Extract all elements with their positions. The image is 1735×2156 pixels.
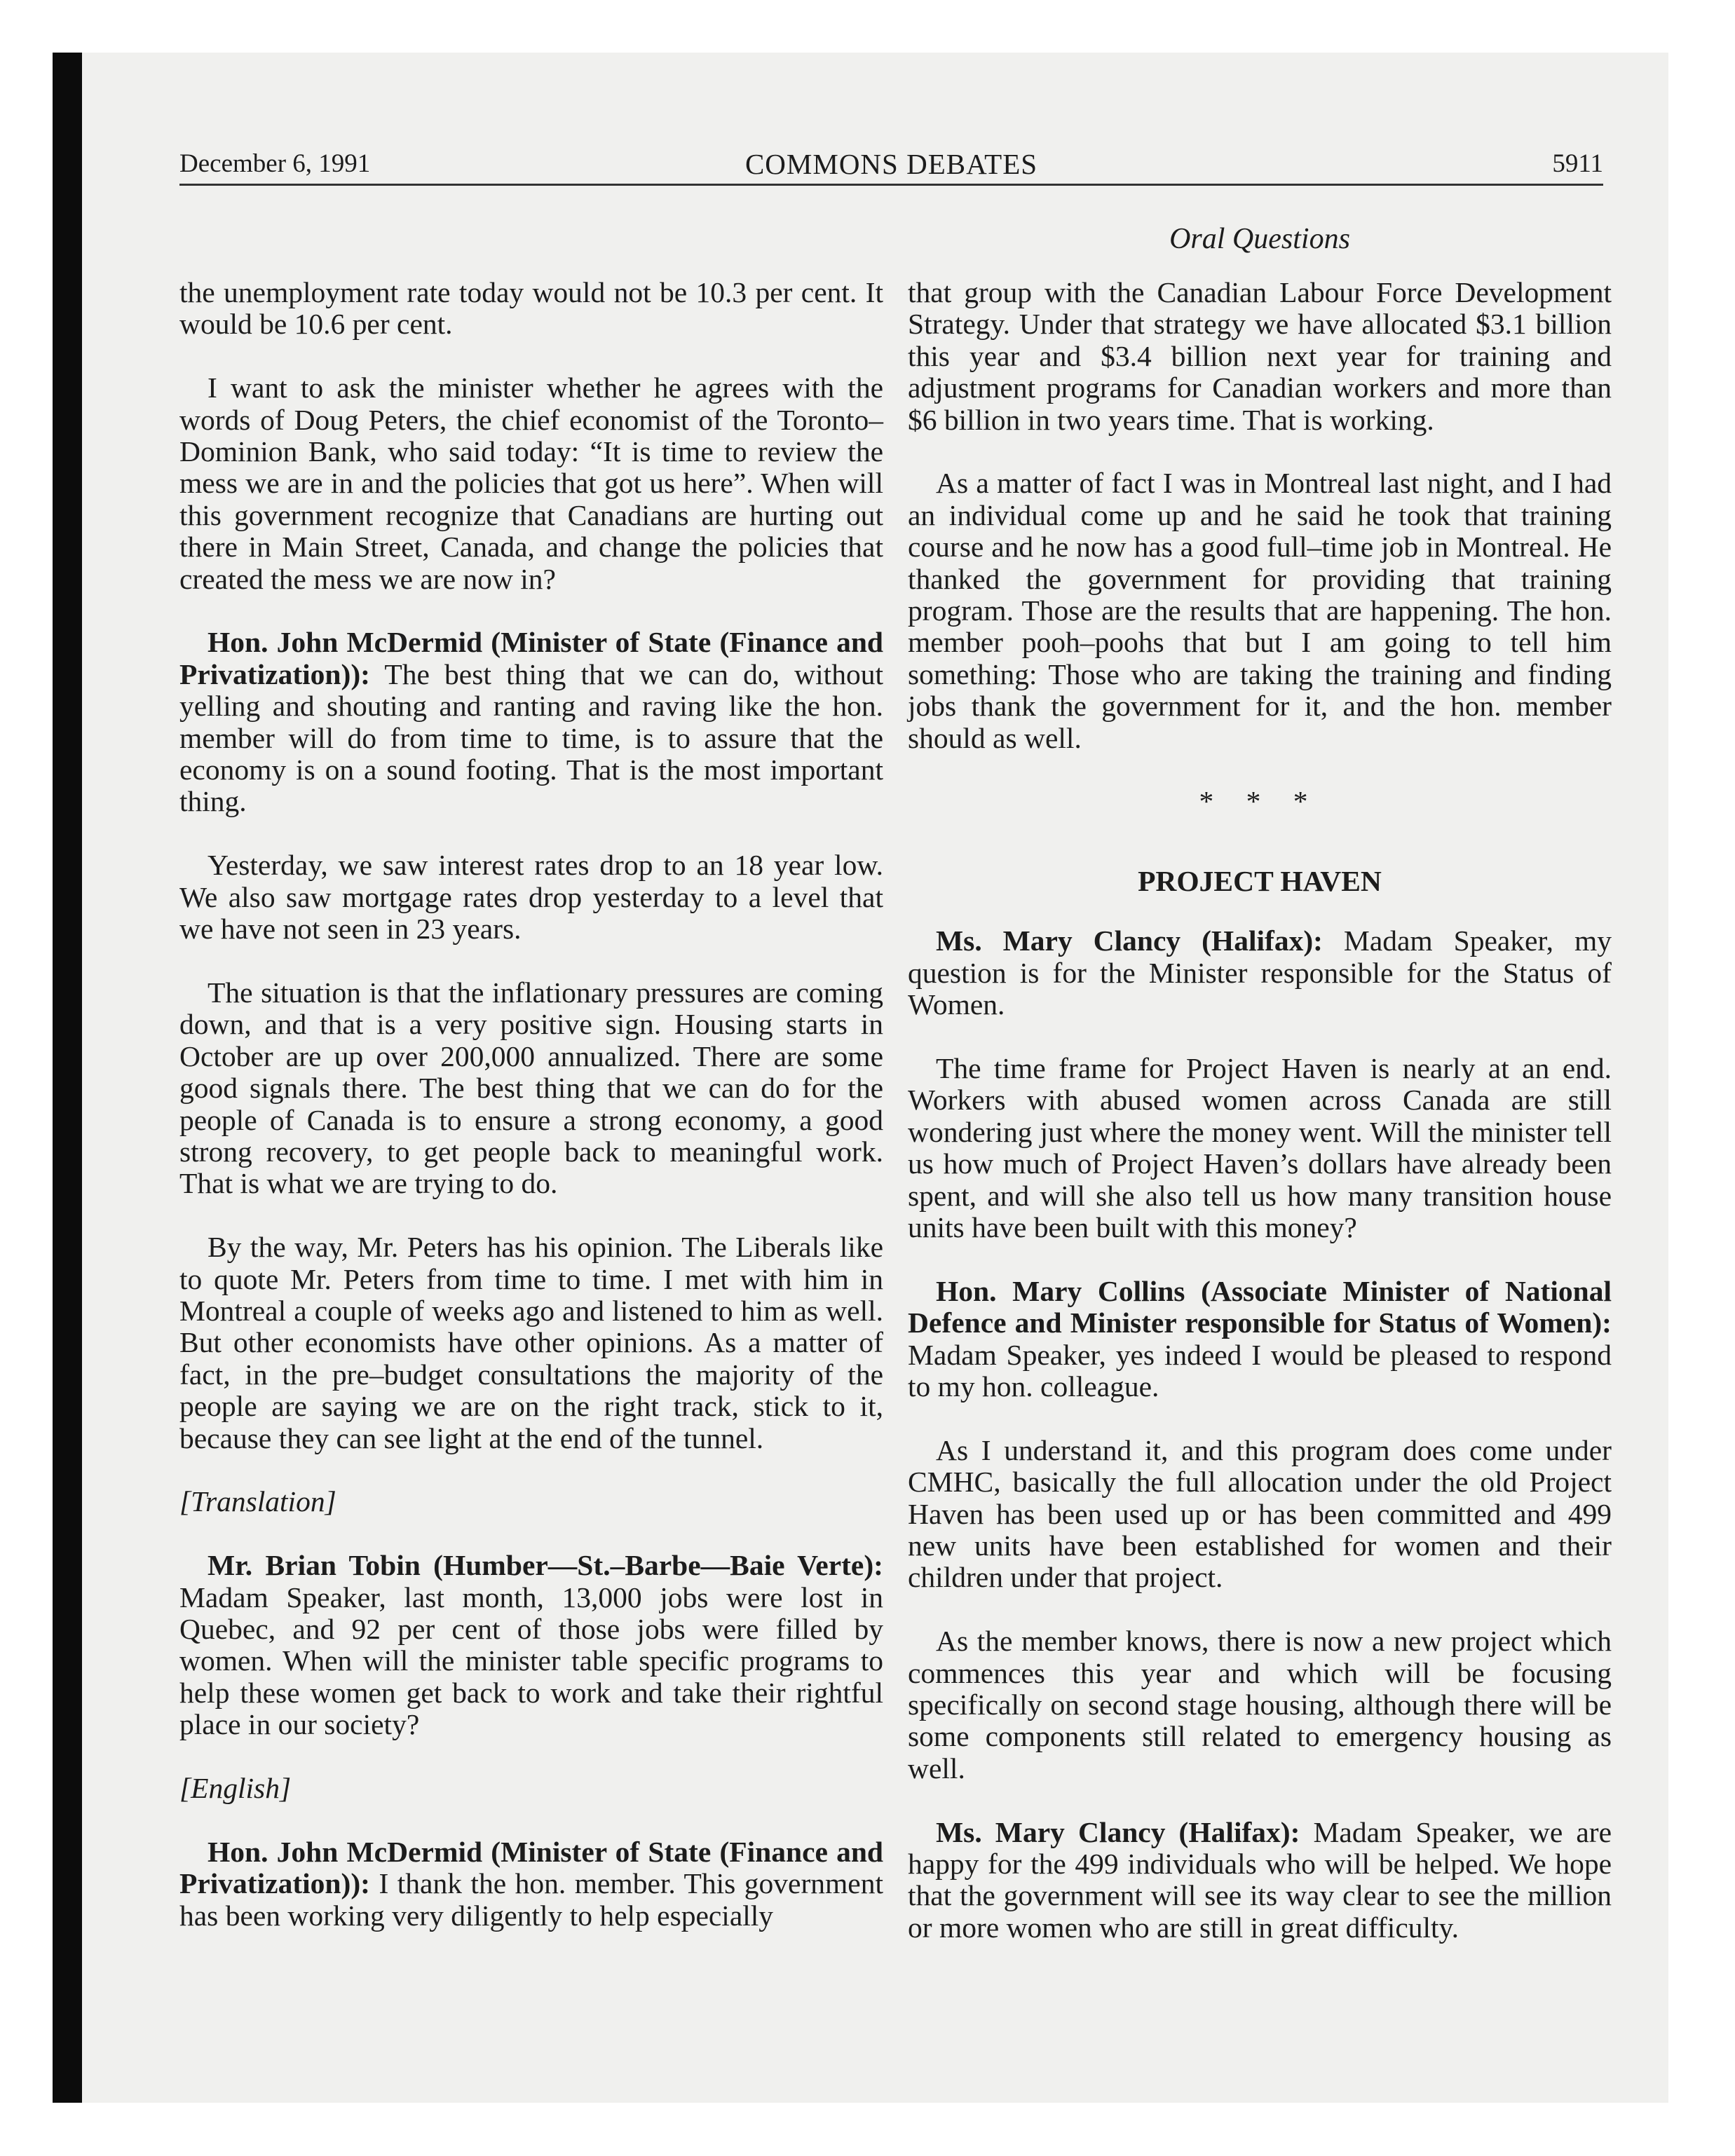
speech <box>179 1836 883 1932</box>
speech-text: Madam Speaker, yes indeed I would be pleased to respond to my hon. colleague. <box>908 1338 1612 1403</box>
paragraph: that group with the Canadian Labour Force Development Strategy. Under that strategy we have allocated $3.1 billion this year and $3.4 billion next year for training and adjustment programs for Canadian workers and more than $6 billion in two years time. That is working. <box>908 276 1612 436</box>
section-heading: Oral Questions <box>1169 223 1350 255</box>
paragraph: As I understand it, and this program does come under CMHC, basically the full allocation under the old Project Haven has been used up or has been committed and 499 new units have been established for women and their children under that project. <box>908 1433 1612 1594</box>
paragraph: As the member knows, there is now a new project which commences this year and which will be focusing specifically on second stage housing, although there will be some components still related to emergency housing as well. <box>908 1625 1612 1785</box>
paragraph: By the way, Mr. Peters has his opinion. The Liberals like to quote Mr. Peters from time to time. I met with him in Montreal a couple of weeks ago and listened to him as well. But other economists have other opinions. As a matter of fact, in the pre–budget consultations the majority of the people are saying we are on the right track, stick to it, because they can see light at the end of the tunnel. <box>179 1231 883 1454</box>
paragraph: Yesterday, we saw interest rates drop to an 18 year low. We also saw mortgage rates drop yesterday to a level that we have not seen in 23 years. <box>179 849 883 946</box>
speaker-name: Hon. Mary Collins (Associate Minister of National Defence and Minister responsible for Status of Women): <box>908 1274 1612 1339</box>
page-header <box>179 144 1603 184</box>
language-note: [English] <box>179 1771 292 1804</box>
speech-text: I thank the hon. member. This government has been working very diligently to help especially <box>179 1867 883 1932</box>
speaker-name: Ms. Mary Clancy (Halifax): <box>936 1815 1300 1848</box>
left-column <box>179 277 883 1963</box>
subject-heading: PROJECT HAVEN <box>1138 864 1382 897</box>
paragraph: As a matter of fact I was in Montreal last night, and I had an individual come up and he said he took that training course and he now has a good full–time job in Montreal. He thanked the government for providing that training program. Those are the results that are happening. The hon. member pooh–poohs that but I am going to tell him something: Those who are taking the training and finding jobs thank the government for it, and the hon. member should as well. <box>908 467 1612 754</box>
speaker-name: Mr. Brian Tobin (Humber—St.–Barbe—Baie Verte): <box>207 1549 883 1582</box>
scan-border-edge <box>53 53 82 2103</box>
header-rule <box>179 184 1603 186</box>
paragraph: the unemployment rate today would not be 10.3 per cent. It would be 10.6 per cent. <box>179 276 883 341</box>
speech-text: Madam Speaker, my question is for the Minister responsible for the Status of Women. <box>908 925 1612 1021</box>
speech-text: The best thing that we can do, without yelling and shouting and ranting and raving like the hon. member will do from time to time, is to assure that the economy is on a sound footing. That is the most important thing. <box>179 657 883 818</box>
speech <box>908 925 1612 1021</box>
header-page-number: 5911 <box>1552 149 1603 178</box>
speech <box>179 1550 883 1740</box>
speaker-name: Hon. John McDermid (Minister of State (Finance and Privatization)): <box>179 626 883 690</box>
speech <box>179 627 883 817</box>
paragraph: The situation is that the inflationary pressures are coming down, and that is a very positive sign. Housing starts in October are up over 200,000 annualized. There are some good signals there. The best thing that we can do for the people of Canada is to ensure a strong economy, a good strong recovery, to get people back to meaningful work. That is what we are trying to do. <box>179 976 883 1200</box>
paragraph: The time frame for Project Haven is nearly at an end. Workers with abused women across Canada are still wondering just where the money went. Will the minister tell us how much of Project Haven’s dollars have already been spent, and will she also tell us how many transition house units have been built with this money? <box>908 1051 1612 1243</box>
speech-text: Madam Speaker, we are happy for the 499 individuals who will be helped. We hope that the government will see its way clear to see the million or more women who are still in great difficulty. <box>908 1815 1612 1944</box>
header-publication: COMMONS DEBATES <box>744 148 1038 180</box>
speech-text: Madam Speaker, last month, 13,000 jobs were lost in Quebec, and 92 per cent of those jobs were filled by women. When will the minister table specific programs to help these women get back to work and take their rightful place in our society? <box>179 1581 883 1741</box>
language-note: [Translation] <box>179 1485 336 1518</box>
section-separator: * * * <box>1199 785 1321 818</box>
paragraph: I want to ask the minister whether he agrees with the words of Doug Peters, the chief economist of the Toronto–Dominion Bank, who said today: “It is time to review the mess we are in and the policies that got us here”. When will this government recognize that Canadians are hurting out there in Main Street, Canada, and change the policies that created the mess we are now in? <box>179 371 883 595</box>
speaker-name: Ms. Mary Clancy (Halifax): <box>936 925 1323 957</box>
speech <box>908 1817 1612 1944</box>
header-date: December 6, 1991 <box>179 149 371 178</box>
speech <box>908 1276 1612 1403</box>
speaker-name: Hon. John McDermid (Minister of State (Finance and Privatization)): <box>179 1835 883 1900</box>
right-column <box>908 277 1612 1976</box>
